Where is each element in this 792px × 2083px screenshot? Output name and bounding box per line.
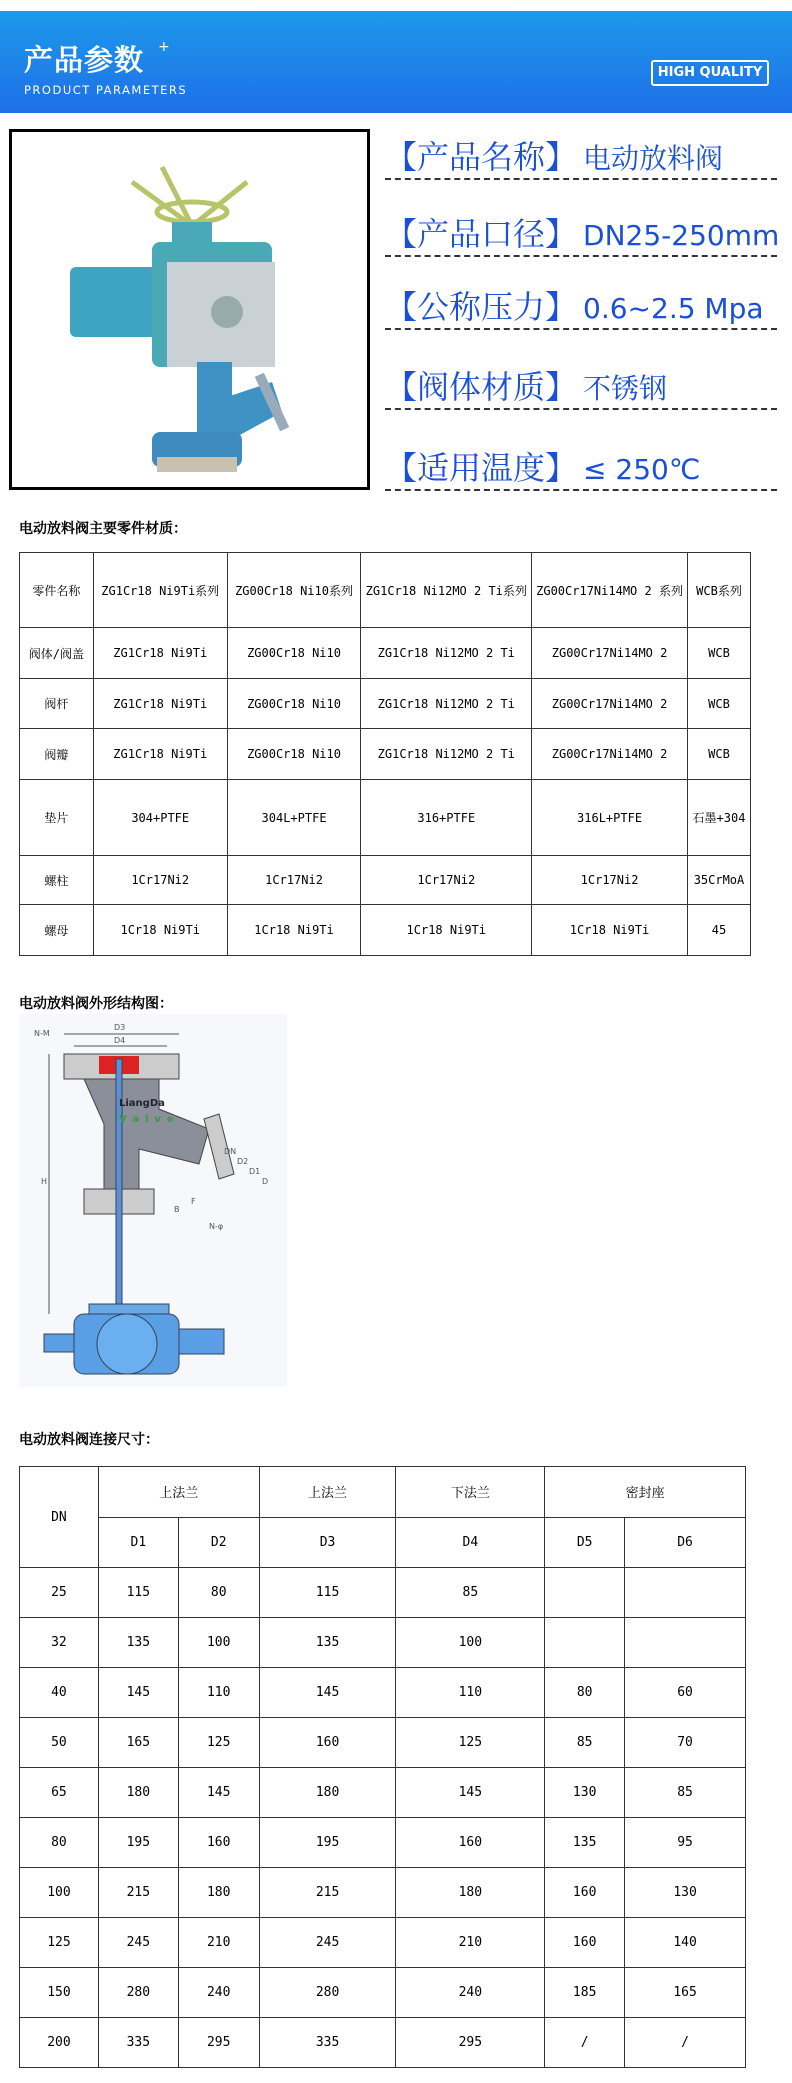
- table-header-row: [20, 1467, 746, 1518]
- table-cell: 135: [98, 1618, 178, 1668]
- table-cell: 180: [396, 1868, 545, 1918]
- table-cell: 125: [178, 1718, 259, 1768]
- table-cell: 石墨+304: [687, 780, 750, 856]
- header-d2: D2: [178, 1517, 259, 1568]
- table-cell: 304L+PTFE: [227, 780, 361, 856]
- product-photo: [9, 129, 370, 490]
- table-row: [20, 905, 751, 956]
- label-h: H: [41, 1177, 48, 1186]
- diagram-heading: 电动放料阀外形结构图：: [19, 996, 173, 1012]
- spec-label: 【产品名称】: [385, 138, 578, 176]
- table-cell: 140: [625, 1918, 746, 1968]
- table-cell: 304+PTFE: [93, 780, 227, 856]
- table-cell: /: [545, 2018, 625, 2068]
- table-cell: 100: [396, 1618, 545, 1668]
- table-cell: 80: [178, 1568, 259, 1618]
- table-cell: [545, 1618, 625, 1668]
- table-row: [20, 1918, 746, 1968]
- header-d6: D6: [625, 1517, 746, 1568]
- materials-table: [19, 552, 751, 956]
- table-cell: 145: [396, 1768, 545, 1818]
- table-row: [20, 856, 751, 905]
- table-cell: ZG1Cr18 Ni9Ti: [93, 679, 227, 729]
- table-row: [20, 679, 751, 729]
- table-cell: 阀体/阀盖: [20, 628, 94, 679]
- table-cell: 110: [396, 1668, 545, 1718]
- table-cell: 160: [545, 1868, 625, 1918]
- table-cell: ZG1Cr18 Ni12MO 2 Ti: [361, 729, 532, 780]
- table-row: [20, 1968, 746, 2018]
- table-cell: WCB: [687, 679, 750, 729]
- table-cell: WCB: [687, 628, 750, 679]
- table-cell: [625, 1618, 746, 1668]
- table-cell: 45: [687, 905, 750, 956]
- spec-value: 0.6~2.5 Mpa: [583, 292, 764, 325]
- table-cell: 295: [178, 2018, 259, 2068]
- table-cell: /: [625, 2018, 746, 2068]
- table-cell: 215: [98, 1868, 178, 1918]
- table-cell: 160: [178, 1818, 259, 1868]
- table-cell: [545, 1568, 625, 1618]
- table-cell: 195: [98, 1818, 178, 1868]
- label-b: B: [174, 1205, 180, 1214]
- table-cell: 螺柱: [20, 856, 94, 905]
- table-cell: 135: [545, 1818, 625, 1868]
- table-cell: 295: [396, 2018, 545, 2068]
- header-d5: D5: [545, 1517, 625, 1568]
- table-cell: 1Cr18 Ni9Ti: [93, 905, 227, 956]
- table-cell: 85: [625, 1768, 746, 1818]
- spec-value: 不锈钢: [583, 372, 668, 405]
- table-cell: 335: [259, 2018, 396, 2068]
- table-row: [20, 1818, 746, 1868]
- table-cell: 316L+PTFE: [532, 780, 688, 856]
- table-cell: 200: [20, 2018, 99, 2068]
- table-cell: 240: [178, 1968, 259, 2018]
- label-d2: D2: [237, 1157, 249, 1166]
- header-d1: D1: [98, 1517, 178, 1568]
- table-cell: 160: [396, 1818, 545, 1868]
- table-cell: 180: [259, 1768, 396, 1818]
- table-cell: 95: [625, 1818, 746, 1868]
- table-row: [20, 2018, 746, 2068]
- materials-heading: 电动放料阀主要零件材质：: [19, 521, 187, 537]
- table-cell: 280: [98, 1968, 178, 2018]
- table-cell: 125: [20, 1918, 99, 1968]
- table-cell: 阀瓣: [20, 729, 94, 780]
- label-f: F: [191, 1197, 196, 1206]
- dimensions-table: [19, 1466, 746, 2068]
- table-row: [20, 1568, 746, 1618]
- table-cell: 335: [98, 2018, 178, 2068]
- header-d4: D4: [396, 1517, 545, 1568]
- table-cell: 240: [396, 1968, 545, 2018]
- label-d4: D4: [114, 1036, 126, 1045]
- table-cell: 145: [178, 1768, 259, 1818]
- table-row: [20, 1618, 746, 1668]
- spec-temperature: [385, 445, 777, 491]
- spec-diameter: [385, 211, 780, 257]
- table-cell: 130: [545, 1768, 625, 1818]
- header-upper-flange: 上法兰: [259, 1467, 396, 1518]
- table-cell: 150: [20, 1968, 99, 2018]
- table-cell: 螺母: [20, 905, 94, 956]
- dimensions-heading: 电动放料阀连接尺寸：: [19, 1432, 159, 1448]
- table-cell: [625, 1568, 746, 1618]
- table-cell: 25: [20, 1568, 99, 1618]
- table-cell: 280: [259, 1968, 396, 2018]
- table-cell: 65: [20, 1768, 99, 1818]
- structure-diagram: [19, 1014, 287, 1387]
- table-cell: 316+PTFE: [361, 780, 532, 856]
- high-quality-badge: HIGH QUALITY: [651, 60, 769, 86]
- label-d: D: [262, 1177, 269, 1186]
- table-cell: 1Cr18 Ni9Ti: [532, 905, 688, 956]
- table-row: [20, 780, 751, 856]
- spec-material: [385, 364, 777, 410]
- header-dn: DN: [20, 1467, 99, 1568]
- table-cell: 115: [98, 1568, 178, 1618]
- label-nphi: N-φ: [209, 1222, 224, 1231]
- table-cell: 210: [178, 1918, 259, 1968]
- table-cell: 32: [20, 1618, 99, 1668]
- table-cell: ZG1Cr18 Ni9Ti: [93, 729, 227, 780]
- table-cell: 零件名称: [20, 553, 94, 628]
- spec-pressure: [385, 284, 777, 330]
- spec-value: 电动放料阀: [583, 142, 724, 175]
- table-cell: 100: [20, 1868, 99, 1918]
- table-cell: 80: [20, 1818, 99, 1868]
- table-cell: 1Cr17Ni2: [93, 856, 227, 905]
- label-dn: DN: [224, 1147, 237, 1156]
- table-cell: ZG00Cr18 Ni10: [227, 729, 361, 780]
- table-row: [20, 1768, 746, 1818]
- table-cell: ZG1Cr18 Ni12MO 2 Ti: [361, 679, 532, 729]
- table-row: [20, 1868, 746, 1918]
- table-cell: ZG00Cr17Ni14MO 2: [532, 628, 688, 679]
- header-upper-flange: 上法兰: [98, 1467, 259, 1518]
- banner-subtitle: PRODUCT PARAMETERS: [24, 83, 188, 97]
- table-cell: 1Cr17Ni2: [227, 856, 361, 905]
- spec-value: ≤ 250℃: [583, 453, 701, 486]
- table-cell: 垫片: [20, 780, 94, 856]
- table-cell: 195: [259, 1818, 396, 1868]
- label-nm: N-M: [34, 1029, 50, 1038]
- table-cell: ZG00Cr18 Ni10: [227, 628, 361, 679]
- table-cell: 40: [20, 1668, 99, 1718]
- table-cell: 85: [545, 1718, 625, 1768]
- table-cell: ZG00Cr17Ni14MO 2 系列: [532, 553, 688, 628]
- label-d1: D1: [249, 1167, 261, 1176]
- table-cell: 210: [396, 1918, 545, 1968]
- header-lower-flange: 下法兰: [396, 1467, 545, 1518]
- header-d3: D3: [259, 1517, 396, 1568]
- table-cell: ZG1Cr18 Ni12MO 2 Ti系列: [361, 553, 532, 628]
- table-cell: 165: [625, 1968, 746, 2018]
- table-cell: WCB: [687, 729, 750, 780]
- table-cell: 160: [259, 1718, 396, 1768]
- spec-label: 【产品口径】: [385, 215, 578, 253]
- table-cell: 185: [545, 1968, 625, 2018]
- table-cell: ZG1Cr18 Ni9Ti系列: [93, 553, 227, 628]
- label-d3: D3: [114, 1023, 126, 1032]
- table-cell: 135: [259, 1618, 396, 1668]
- table-cell: 80: [545, 1668, 625, 1718]
- table-cell: 70: [625, 1718, 746, 1768]
- table-cell: ZG00Cr18 Ni10: [227, 679, 361, 729]
- table-cell: 100: [178, 1618, 259, 1668]
- table-row: [20, 1668, 746, 1718]
- table-cell: 60: [625, 1668, 746, 1718]
- table-cell: 115: [259, 1568, 396, 1618]
- table-cell: 130: [625, 1868, 746, 1918]
- table-cell: 85: [396, 1568, 545, 1618]
- header-seal-seat: 密封座: [545, 1467, 746, 1518]
- table-cell: 110: [178, 1668, 259, 1718]
- table-cell: WCB系列: [687, 553, 750, 628]
- table-cell: 145: [98, 1668, 178, 1718]
- table-row: [20, 1718, 746, 1768]
- brand-text: Valve: [119, 1114, 180, 1125]
- table-subheader-row: [20, 1517, 746, 1568]
- table-cell: 1Cr18 Ni9Ti: [361, 905, 532, 956]
- table-cell: ZG1Cr18 Ni12MO 2 Ti: [361, 628, 532, 679]
- table-cell: ZG00Cr18 Ni10系列: [227, 553, 361, 628]
- table-cell: 1Cr17Ni2: [532, 856, 688, 905]
- table-row: [20, 729, 751, 780]
- table-cell: 1Cr17Ni2: [361, 856, 532, 905]
- table-cell: 245: [98, 1918, 178, 1968]
- table-cell: ZG00Cr17Ni14MO 2: [532, 729, 688, 780]
- table-cell: 245: [259, 1918, 396, 1968]
- table-row: [20, 628, 751, 679]
- plus-icon: +: [158, 39, 170, 55]
- spec-label: 【适用温度】: [385, 449, 578, 487]
- spec-product-name: [385, 134, 777, 180]
- brand-text: LiangDa: [119, 1098, 165, 1109]
- table-cell: 215: [259, 1868, 396, 1918]
- table-cell: 50: [20, 1718, 99, 1768]
- header-banner: [0, 11, 792, 113]
- table-cell: 1Cr18 Ni9Ti: [227, 905, 361, 956]
- table-cell: 165: [98, 1718, 178, 1768]
- table-cell: 180: [178, 1868, 259, 1918]
- table-header-row: [20, 553, 751, 628]
- table-cell: 160: [545, 1918, 625, 1968]
- table-cell: ZG00Cr17Ni14MO 2: [532, 679, 688, 729]
- table-cell: 180: [98, 1768, 178, 1818]
- spec-value: DN25-250mm: [583, 219, 780, 252]
- spec-label: 【公称压力】: [385, 288, 578, 326]
- banner-title: 产品参数: [24, 43, 145, 77]
- spec-label: 【阀体材质】: [385, 368, 578, 406]
- table-cell: 35CrMoA: [687, 856, 750, 905]
- table-cell: 阀杆: [20, 679, 94, 729]
- table-cell: 125: [396, 1718, 545, 1768]
- table-cell: 145: [259, 1668, 396, 1718]
- table-cell: ZG1Cr18 Ni9Ti: [93, 628, 227, 679]
